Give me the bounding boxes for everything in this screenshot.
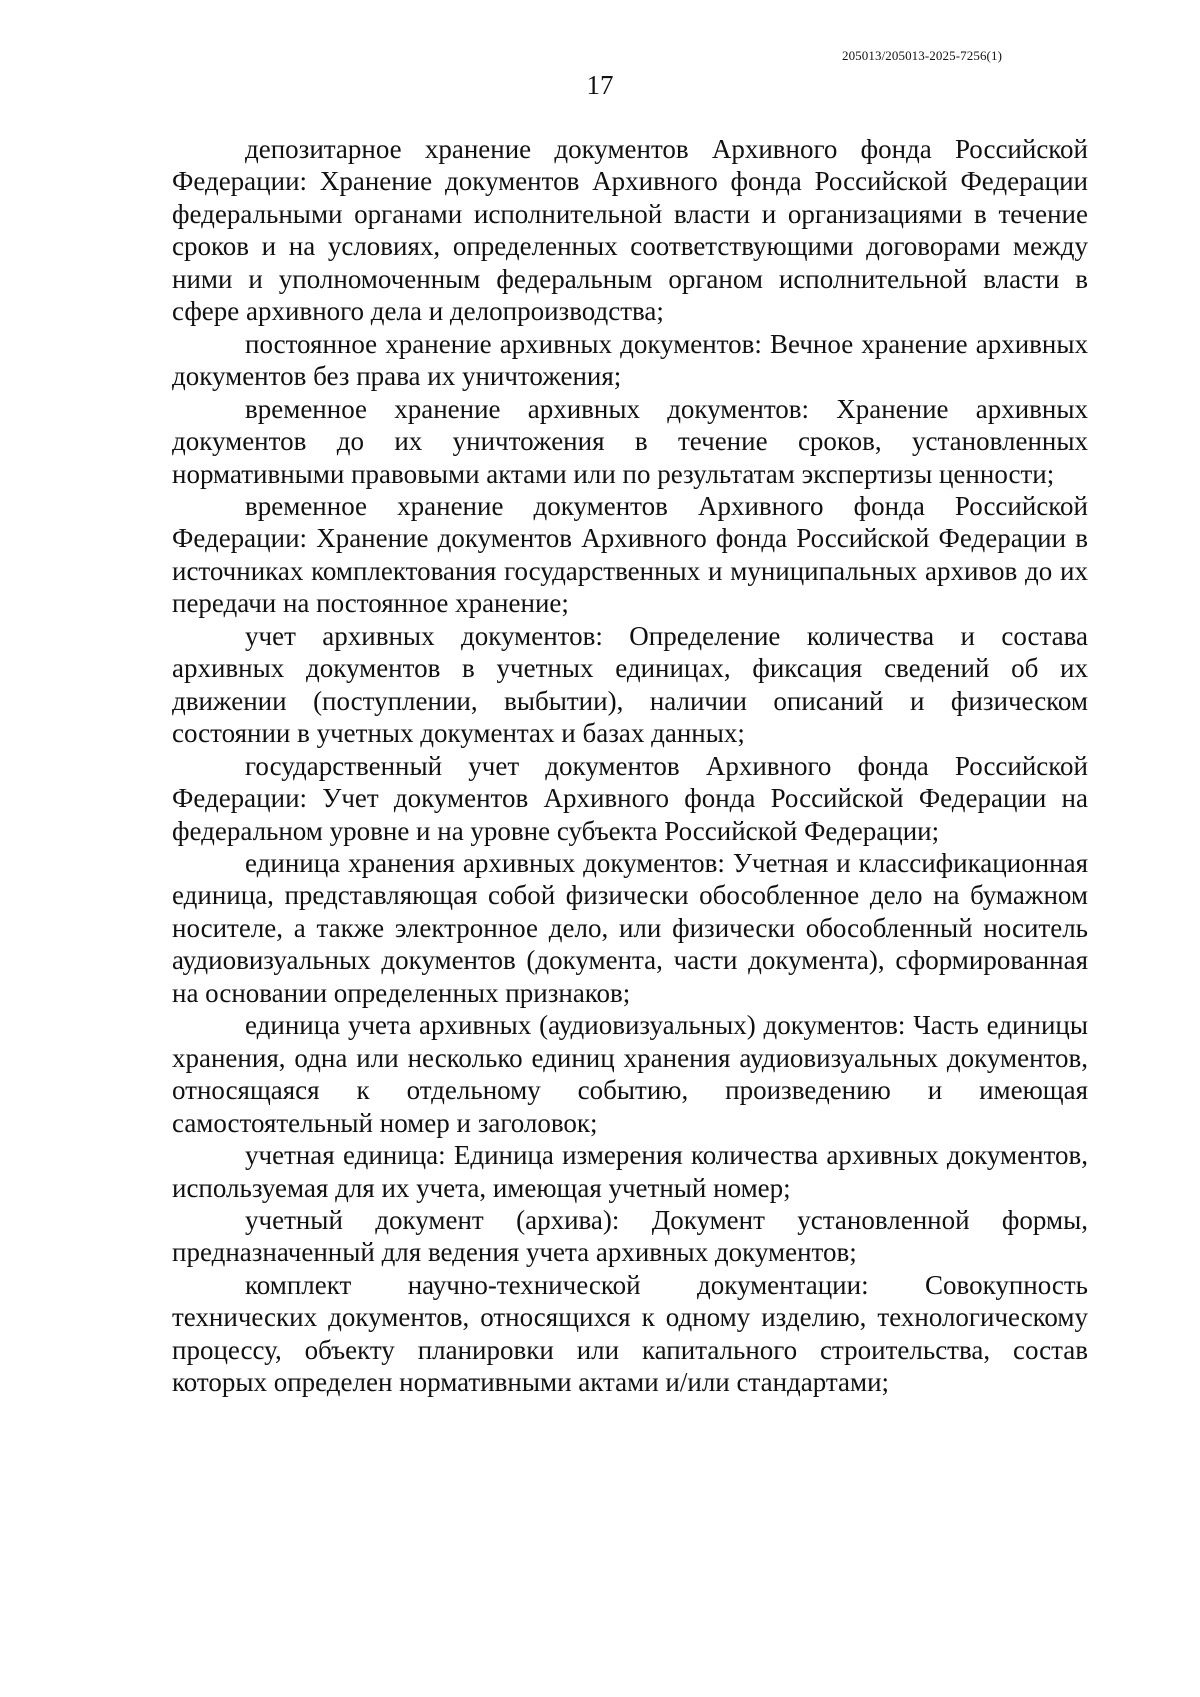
definition-paragraph: единица учета архивных (аудиовизуальных) документов: Часть единицы хранения, одна или несколько единиц хранения аудиовизуальных документов, относящаяся к отдельному событию, произведению и имеющая самостоятельный номер и заголовок;: [172, 1010, 1088, 1138]
page-number: 17: [586, 70, 614, 100]
definition-paragraph: учетная единица: Единица измерения количества архивных документов, используемая для их учета, имеющая учетный номер;: [172, 1140, 1088, 1203]
definition-paragraph: депозитарное хранение документов Архивного фонда Российской Федерации: Хранение документов Архивного фонда Российской Федерации федеральными органами исполнительной власти и организациями в течение сроков и на условиях, определенных соответствующими договорами между ними и уполномоченным федеральным органом исполнительной власти в сфере архивного дела и делопроизводства;: [172, 134, 1088, 327]
definition-paragraph: комплект научно-технической документации: Совокупность технических документов, относящихся к одному изделию, технологическому процессу, объекту планировки или капитального строительства, состав которых определен нормативными актами и/или стандартами;: [172, 1269, 1088, 1398]
definition-paragraph: временное хранение архивных документов: Хранение архивных документов до их уничтожения в течение сроков, установленных нормативными правовыми актами или по результатам экспертизы ценности;: [172, 393, 1088, 489]
document-id: 205013/205013-2025-7256(1): [841, 48, 1002, 63]
definition-paragraph: государственный учет документов Архивного фонда Российской Федерации: Учет документов Архивного фонда Российской Федерации на федеральном уровне и на уровне субъекта Российской Федерации;: [172, 750, 1088, 846]
definition-paragraph: учет архивных документов: Определение количества и состава архивных документов в учетных единицах, фиксация сведений об их движении (поступлении, выбытии), наличии описаний и физическом состоянии в учетных документах и базах данных;: [172, 620, 1088, 749]
definition-paragraph: постоянное хранение архивных документов: Вечное хранение архивных документов без права их уничтожения;: [172, 328, 1088, 392]
definition-paragraph: единица хранения архивных документов: Учетная и классификационная единица, представляющая собой физически обособленное дело на бумажном носителе, а также электронное дело, или физически обособленный носитель аудиовизуальных документов (документа, части документа), сформированная на основании определенных признаков;: [172, 847, 1088, 1008]
definition-paragraph: учетный документ (архива): Документ установленной формы, предназначенный для ведения учета архивных документов;: [172, 1204, 1088, 1268]
document-body: [172, 133, 1088, 1399]
definition-paragraph: временное хранение документов Архивного фонда Российской Федерации: Хранение документов Архивного фонда Российской Федерации в источниках комплектования государственных и муниципальных архивов до их передачи на постоянное хранение;: [172, 490, 1088, 619]
